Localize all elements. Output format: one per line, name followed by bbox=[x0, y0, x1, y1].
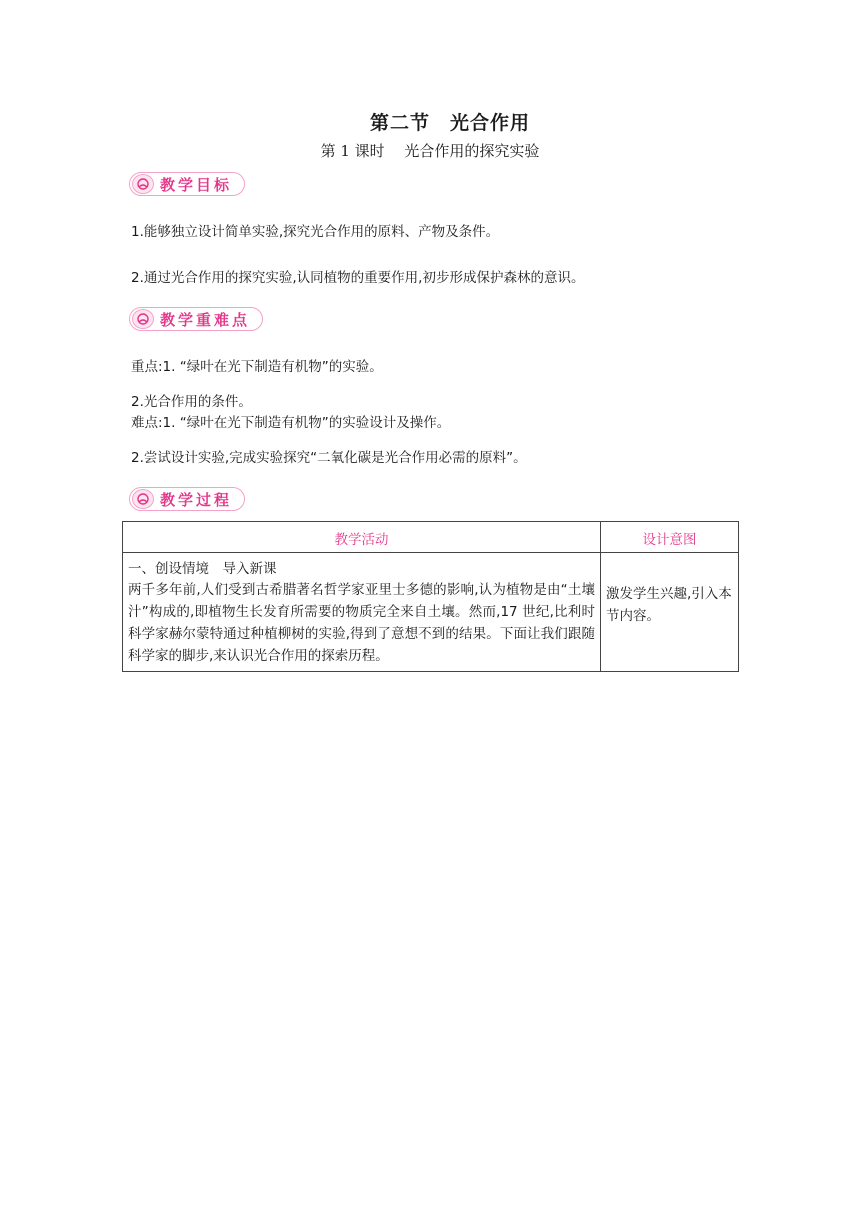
difficult-point-line-2: 2.尝试设计实验,完成实验探究“二氧化碳是光合作用必需的原料”。 bbox=[131, 450, 527, 466]
lesson-table bbox=[122, 521, 739, 672]
section-badge-goals bbox=[129, 172, 245, 196]
column-header-activity: 教学活动 bbox=[123, 522, 601, 553]
activity-text: 两千多年前,人们受到古希腊著名哲学家亚里士多德的影响,认为植物是由“土壤汁”构成的,即植物生长发育所需要的物质完全来自土壤。然而,17 世纪,比利时科学家赫尔蒙特通过种植柳树的实验,得到了意想不到的结果。下面让我们跟随科学家的脚步,来认识光合作用的探索历程。 bbox=[128, 582, 595, 664]
intent-text: 激发学生兴趣,引入本节内容。 bbox=[606, 586, 732, 624]
badge-icon bbox=[132, 489, 154, 509]
column-header-intent: 设计意图 bbox=[601, 522, 739, 553]
goal-item-2: 2.通过光合作用的探究实验,认同植物的重要作用,初步形成保护森林的意识。 bbox=[131, 270, 585, 286]
page-title: 第二节 光合作用 bbox=[369, 112, 530, 134]
table-row bbox=[123, 553, 739, 672]
activity-heading: 一、创设情境 导入新课 bbox=[128, 561, 277, 577]
goal-item-1: 1.能够独立设计简单实验,探究光合作用的原料、产物及条件。 bbox=[131, 224, 500, 240]
section-badge-key-points bbox=[129, 307, 263, 331]
section-badge-process bbox=[129, 487, 245, 511]
activity-cell bbox=[123, 553, 601, 672]
section-label-goals: 教学目标 bbox=[160, 175, 233, 194]
intent-cell bbox=[601, 553, 739, 672]
table-header-row bbox=[123, 522, 739, 553]
key-point-line-1: 重点:1. “绿叶在光下制造有机物”的实验。 bbox=[131, 359, 383, 375]
section-label-key-points: 教学重难点 bbox=[160, 310, 251, 329]
key-point-line-2: 2.光合作用的条件。 bbox=[131, 394, 252, 410]
badge-icon bbox=[132, 309, 154, 329]
difficult-point-line-1: 难点:1. “绿叶在光下制造有机物”的实验设计及操作。 bbox=[131, 415, 451, 431]
page-subtitle: 第 1 课时 光合作用的探究实验 bbox=[320, 142, 540, 160]
badge-icon bbox=[132, 174, 154, 194]
section-label-process: 教学过程 bbox=[160, 490, 233, 509]
